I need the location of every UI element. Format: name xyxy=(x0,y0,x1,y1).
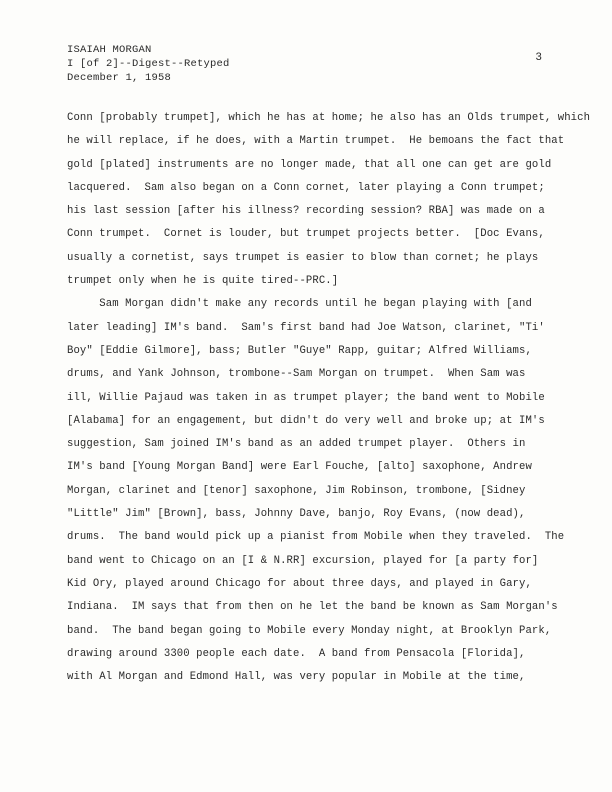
text-line: drums, and Yank Johnson, trombone--Sam Morgan on trumpet. When Sam was xyxy=(67,368,526,381)
text-line: Sam Morgan didn't make any records until he began playing with [and xyxy=(67,298,532,311)
transcript-body xyxy=(67,107,591,689)
text-line: drawing around 3300 people each date. A band from Pensacola [Florida], xyxy=(67,647,526,660)
text-line: gold [plated] instruments are no longer made, that all one can get are gold xyxy=(67,158,552,171)
text-line: he will replace, if he does, with a Martin trumpet. He bemoans the fact that xyxy=(67,135,565,148)
text-line: Boy" [Eddie Gilmore], bass; Butler "Guye" Rapp, guitar; Alfred Williams, xyxy=(67,344,532,357)
text-line: trumpet only when he is quite tired--PRC.] xyxy=(67,275,339,288)
interview-date: December 1, 1958 xyxy=(67,72,172,84)
text-line: IM's band [Young Morgan Band] were Earl Fouche, [alto] saxophone, Andrew xyxy=(67,461,532,474)
text-line: Indiana. IM says that from then on he let the band be known as Sam Morgan's xyxy=(67,601,558,614)
text-line: with Al Morgan and Edmond Hall, was very popular in Mobile at the time, xyxy=(67,671,526,684)
text-line: Kid Ory, played around Chicago for about three days, and played in Gary, xyxy=(67,577,532,590)
text-line: usually a cornetist, says trumpet is easier to blow than cornet; he plays xyxy=(67,251,539,264)
text-line: band. The band began going to Mobile every Monday night, at Brooklyn Park, xyxy=(67,624,552,637)
text-line: his last session [after his illness? recording session? RBA] was made on a xyxy=(67,205,545,218)
text-line: Conn [probably trumpet], which he has at home; he also has an Olds trumpet, which xyxy=(67,112,591,124)
text-line: later leading] IM's band. Sam's first band had Joe Watson, clarinet, "Ti' xyxy=(67,321,545,334)
text-line: Conn trumpet. Cornet is louder, but trumpet projects better. [Doc Evans, xyxy=(67,228,545,241)
text-line: [Alabama] for an engagement, but didn't do very well and broke up; at IM's xyxy=(67,414,545,427)
reel-info: I [of 2]--Digest--Retyped xyxy=(67,58,230,70)
interviewee-name: ISAIAH MORGAN xyxy=(67,44,152,56)
text-line: band went to Chicago on an [I & N.RR] excursion, played for [a party for] xyxy=(67,554,539,567)
page-number: 3 xyxy=(535,52,542,64)
text-line: drums. The band would pick up a pianist from Mobile when they traveled. The xyxy=(67,531,565,544)
text-line: suggestion, Sam joined IM's band as an added trumpet player. Others in xyxy=(67,438,526,451)
text-line: ill, Willie Pajaud was taken in as trumpet player; the band went to Mobile xyxy=(67,391,545,404)
text-line: lacquered. Sam also began on a Conn cornet, later playing a Conn trumpet; xyxy=(67,181,545,194)
text-line: "Little" Jim" [Brown], bass, Johnny Dave, banjo, Roy Evans, (now dead), xyxy=(67,508,526,521)
document-header xyxy=(67,43,230,85)
text-line: Morgan, clarinet and [tenor] saxophone, Jim Robinson, trombone, [Sidney xyxy=(67,484,526,497)
